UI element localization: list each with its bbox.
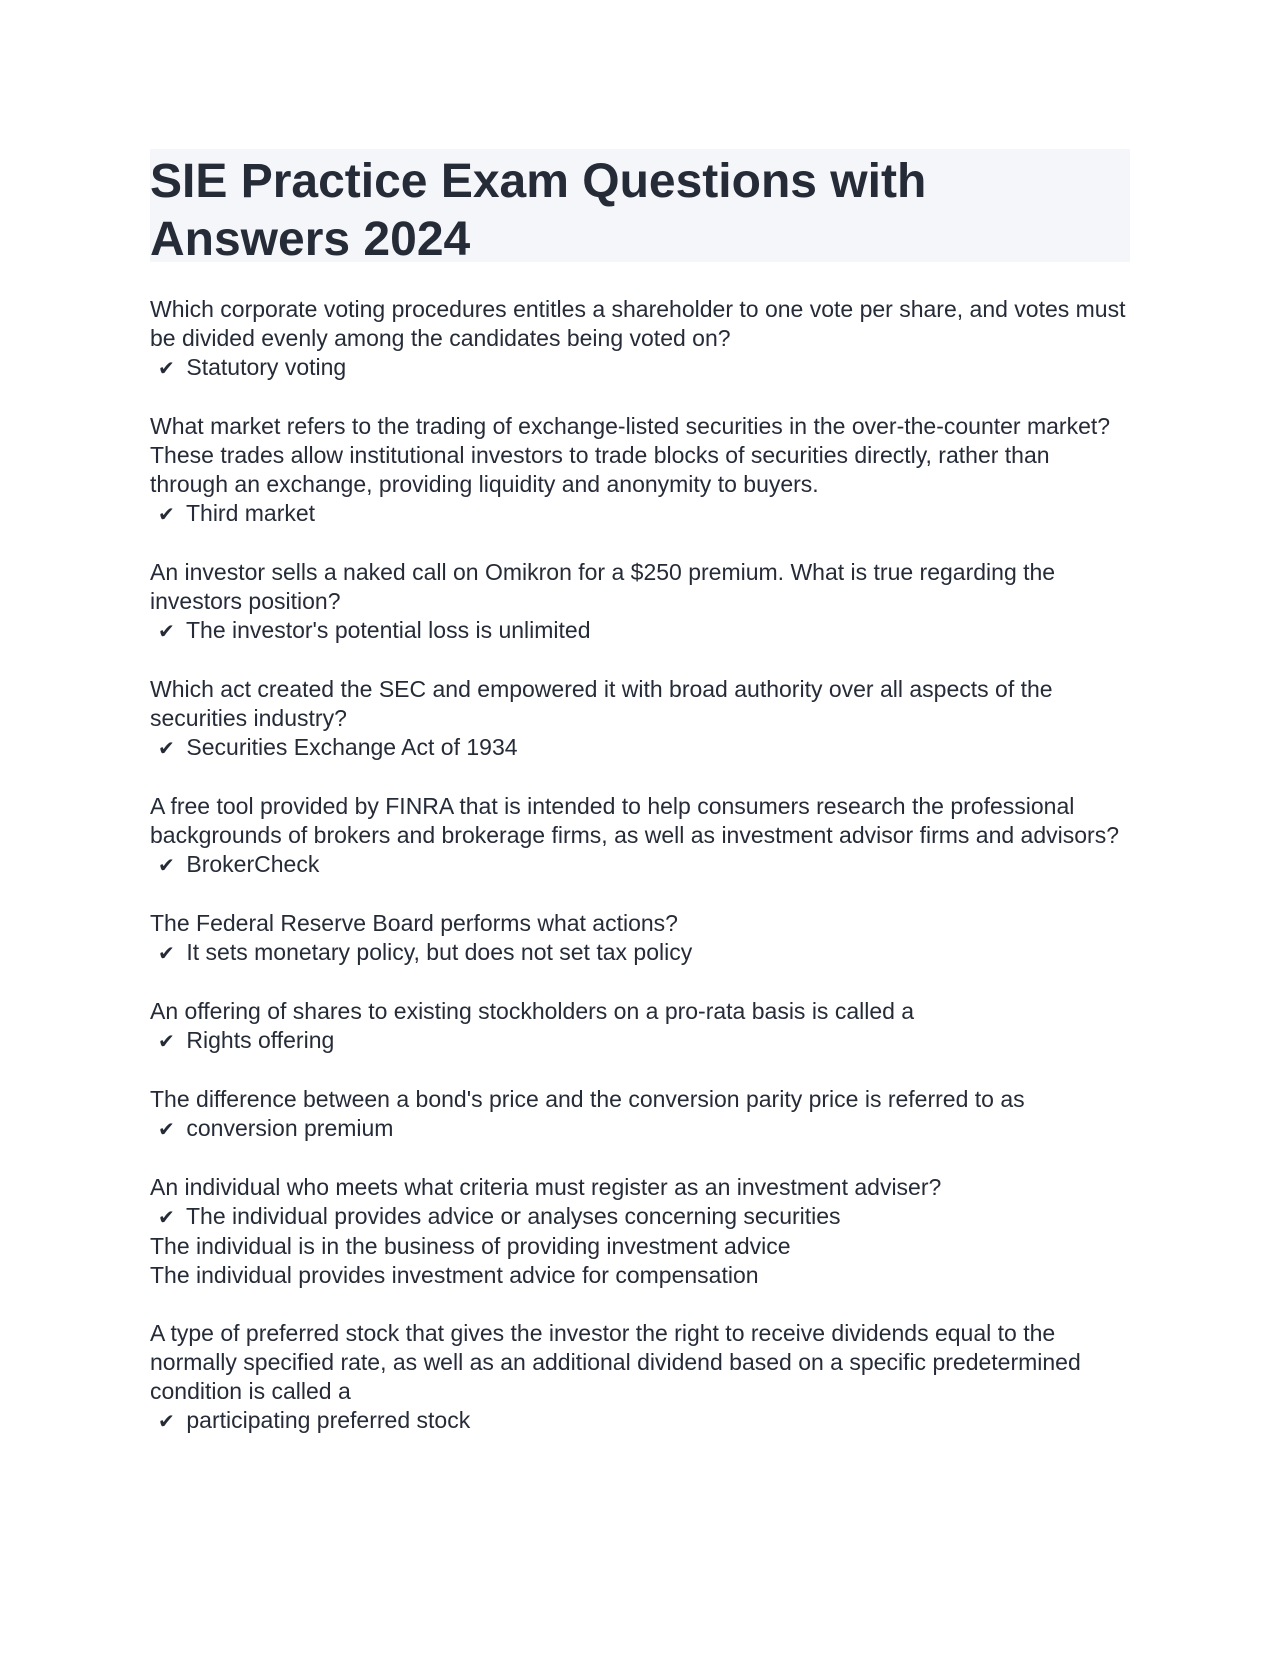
checkmark-icon: ✔	[158, 1205, 175, 1229]
answer-line	[150, 1026, 1130, 1056]
answer-line	[150, 733, 1130, 763]
qa-item	[150, 1085, 1130, 1144]
answer-text: BrokerCheck	[186, 851, 320, 877]
checkmark-icon: ✔	[158, 853, 175, 877]
answer-text: Third market	[185, 500, 316, 526]
answer-line	[150, 850, 1130, 880]
answer-text: Rights offering	[186, 1027, 335, 1053]
answer-text: The individual provides advice or analyses concerning securities	[185, 1203, 841, 1229]
answer-line	[150, 353, 1130, 383]
answer-text: The investor's potential loss is unlimited	[185, 617, 591, 643]
question-text: A free tool provided by FINRA that is intended to help consumers research the professional backgrounds of brokers and brokerage firms, as well as investment advisor firms and advisors?	[150, 793, 1119, 848]
answer-text: participating preferred stock	[186, 1407, 471, 1433]
qa-item	[150, 412, 1130, 529]
answer-text: Securities Exchange Act of 1934	[186, 734, 518, 760]
qa-item	[150, 909, 1130, 968]
document-page	[150, 149, 1130, 1465]
question-text: A type of preferred stock that gives the investor the right to receive dividends equal to the normally specified rate, as well as an additional dividend based on a specific predetermined condition is called a	[150, 1320, 1081, 1404]
question-text: An individual who meets what criteria must register as an investment adviser?	[150, 1174, 942, 1200]
title-block	[150, 149, 1130, 266]
checkmark-icon: ✔	[158, 1409, 175, 1433]
checkmark-icon: ✔	[158, 619, 175, 643]
checkmark-icon: ✔	[158, 1029, 175, 1053]
question-text: Which corporate voting procedures entitles a shareholder to one vote per share, and votes must be divided evenly among the candidates being voted on?	[150, 296, 1126, 351]
question-text: An offering of shares to existing stockholders on a pro-rata basis is called a	[150, 998, 915, 1024]
qa-item	[150, 792, 1130, 880]
answer-extra-line: The individual provides investment advice for compensation	[150, 1262, 759, 1288]
qa-list	[150, 295, 1130, 1436]
question-text: The difference between a bond's price and the conversion parity price is referred to as	[150, 1086, 1025, 1112]
answer-text: Statutory voting	[186, 354, 347, 380]
answer-line	[150, 1202, 1130, 1232]
checkmark-icon: ✔	[158, 356, 175, 380]
page-title: SIE Practice Exam Questions with Answers 2024	[150, 155, 927, 266]
answer-line	[150, 1114, 1130, 1144]
checkmark-icon: ✔	[158, 736, 175, 760]
answer-text: It sets monetary policy, but does not set tax policy	[186, 939, 693, 965]
qa-item	[150, 997, 1130, 1056]
qa-item	[150, 1319, 1130, 1436]
answer-line	[150, 938, 1130, 968]
checkmark-icon: ✔	[158, 941, 175, 965]
checkmark-icon: ✔	[158, 1117, 175, 1141]
answer-line	[150, 616, 1130, 646]
qa-item	[150, 295, 1130, 383]
answer-line	[150, 1406, 1130, 1436]
answer-line	[150, 499, 1130, 529]
question-text: The Federal Reserve Board performs what actions?	[150, 910, 678, 936]
answer-extra-line: The individual is in the business of providing investment advice	[150, 1233, 791, 1259]
question-text: What market refers to the trading of exchange-listed securities in the over-the-counter market? These trades allow institutional investors to trade blocks of securities directly, rather than through an exchange, providing liquidity and anonymity to buyers.	[150, 413, 1111, 497]
qa-item	[150, 675, 1130, 763]
qa-item	[150, 1173, 1130, 1290]
checkmark-icon: ✔	[158, 502, 175, 526]
question-text: An investor sells a naked call on Omikron for a $250 premium. What is true regarding the investors position?	[150, 559, 1056, 614]
qa-item	[150, 558, 1130, 646]
answer-text: conversion premium	[186, 1115, 394, 1141]
question-text: Which act created the SEC and empowered it with broad authority over all aspects of the securities industry?	[150, 676, 1053, 731]
